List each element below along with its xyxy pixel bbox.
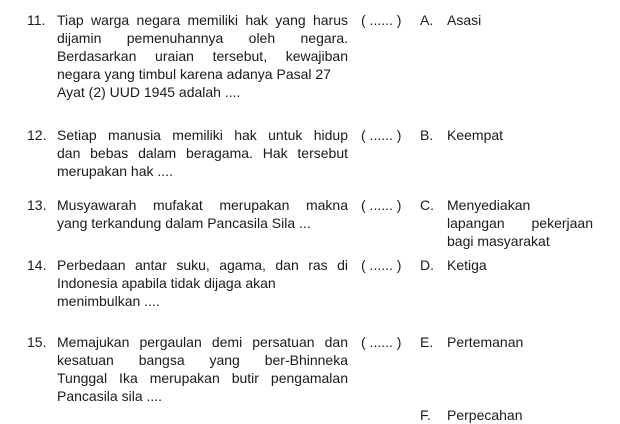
question-line: Tiap warga negara memiliki hak yang harus bbox=[57, 12, 348, 28]
option-letter: D. bbox=[420, 257, 434, 273]
question-text bbox=[57, 126, 348, 180]
question-line: dijamin pemenuhannya oleh negara. bbox=[57, 30, 348, 46]
question-text bbox=[57, 333, 348, 405]
question-line: Memajukan pergaulan demi persatuan dan bbox=[57, 334, 348, 350]
option-letter: A. bbox=[420, 12, 434, 28]
option-text: Pertemanan bbox=[447, 334, 524, 350]
option-letter: F. bbox=[420, 407, 431, 423]
question-number: 13. bbox=[27, 197, 47, 213]
question-line: Berdasarkan uraian tersebut, kewajiban bbox=[57, 48, 348, 64]
question-line: Perbedaan antar suku, agama, dan ras di bbox=[57, 257, 348, 273]
answer-blank[interactable]: ( ...... ) bbox=[361, 127, 402, 143]
question-number: 11. bbox=[27, 12, 46, 28]
answer-blank[interactable]: ( ...... ) bbox=[361, 197, 402, 213]
question-number: 15. bbox=[27, 334, 47, 350]
option-letter: E. bbox=[420, 334, 434, 350]
question-text bbox=[57, 256, 348, 310]
option-line: bagi masyarakat bbox=[447, 233, 550, 249]
question-line: Tunggal Ika merupakan butir pengamalan bbox=[57, 370, 348, 386]
question-line: Musyawarah mufakat merupakan makna bbox=[57, 197, 348, 213]
option-line: Menyediakan bbox=[447, 197, 531, 213]
question-line: Setiap manusia memiliki hak untuk hidup bbox=[57, 127, 348, 143]
question-line: menimbulkan .... bbox=[57, 293, 160, 309]
option-text bbox=[447, 196, 593, 250]
answer-blank[interactable]: ( ...... ) bbox=[361, 12, 402, 28]
question-line: kesatuan bangsa yang ber-Bhinneka bbox=[57, 352, 348, 368]
option-line: lapangan pekerjaan bbox=[447, 215, 593, 231]
question-line: negara yang timbul karena adanya Pasal 27 bbox=[57, 66, 331, 82]
question-number: 14. bbox=[27, 257, 47, 273]
option-text: Ketiga bbox=[447, 257, 487, 273]
question-line: Pancasila sila .... bbox=[57, 388, 163, 404]
question-line: yang terkandung dalam Pancasila Sila ... bbox=[57, 215, 311, 231]
question-text bbox=[57, 196, 348, 232]
question-line: Indonesia apabila tidak dijaga akan bbox=[57, 275, 276, 291]
option-letter: C. bbox=[420, 197, 434, 213]
option-letter: B. bbox=[420, 127, 434, 143]
question-number: 12. bbox=[27, 127, 47, 143]
option-text: Asasi bbox=[447, 12, 482, 28]
question-text bbox=[57, 11, 348, 101]
question-line: merupakan hak .... bbox=[57, 163, 173, 179]
option-text: Keempat bbox=[447, 127, 504, 143]
question-line: Ayat (2) UUD 1945 adalah .... bbox=[57, 84, 241, 100]
answer-blank[interactable]: ( ...... ) bbox=[361, 257, 402, 273]
question-line: dan bebas dalam beragama. Hak tersebut bbox=[57, 145, 348, 161]
answer-blank[interactable]: ( ...... ) bbox=[361, 334, 402, 350]
option-text: Perpecahan bbox=[447, 407, 523, 423]
